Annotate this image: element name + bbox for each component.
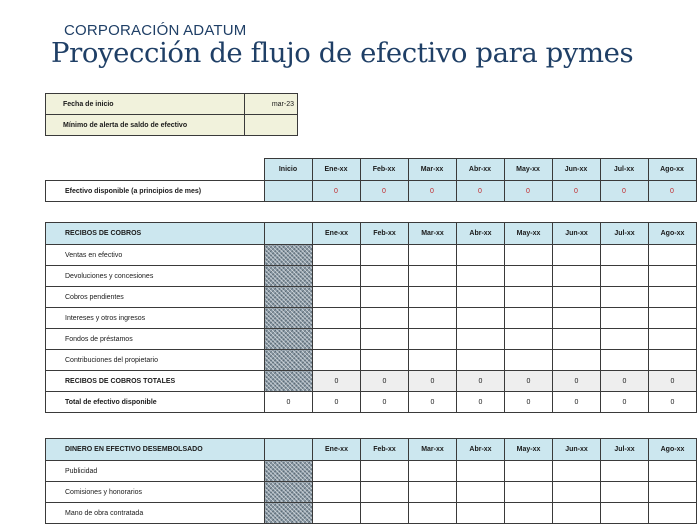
total-value: 0 bbox=[409, 371, 457, 392]
available-value[interactable]: 0 bbox=[360, 181, 408, 202]
cell[interactable] bbox=[649, 308, 697, 329]
cell[interactable] bbox=[361, 245, 409, 266]
available-total-row bbox=[46, 392, 697, 413]
col-header: Ago-xx bbox=[649, 223, 697, 245]
col-header-init bbox=[265, 223, 313, 245]
cell[interactable] bbox=[457, 287, 505, 308]
table-row bbox=[46, 266, 697, 287]
hatched-cell bbox=[265, 482, 313, 503]
receipts-header-row bbox=[46, 223, 697, 245]
cell[interactable] bbox=[649, 482, 697, 503]
receipt-label: Intereses y otros ingresos bbox=[46, 308, 265, 329]
available-total-label: Total de efectivo disponible bbox=[46, 392, 265, 413]
start-date-label: Fecha de inicio bbox=[46, 94, 245, 115]
disbursed-label: Publicidad bbox=[46, 461, 265, 482]
cell[interactable] bbox=[409, 482, 457, 503]
col-header: Ene-xx bbox=[312, 159, 360, 181]
col-header: Abr-xx bbox=[457, 439, 505, 461]
cell[interactable] bbox=[553, 482, 601, 503]
cell[interactable] bbox=[313, 266, 361, 287]
cell[interactable] bbox=[505, 266, 553, 287]
hatched-cell bbox=[265, 266, 313, 287]
col-header: Ene-xx bbox=[313, 223, 361, 245]
disbursed-header-row bbox=[46, 439, 697, 461]
cell[interactable] bbox=[313, 329, 361, 350]
page-title: Proyección de flujo de efectivo para pymes bbox=[51, 37, 634, 69]
hatched-cell bbox=[265, 308, 313, 329]
available-total-value: 0 bbox=[601, 392, 649, 413]
cell[interactable] bbox=[505, 482, 553, 503]
table-row bbox=[46, 482, 697, 503]
cell[interactable] bbox=[649, 329, 697, 350]
cell[interactable] bbox=[457, 329, 505, 350]
available-value[interactable]: 0 bbox=[552, 181, 600, 202]
cell[interactable] bbox=[361, 308, 409, 329]
cell[interactable] bbox=[409, 461, 457, 482]
available-value[interactable]: 0 bbox=[312, 181, 360, 202]
cell[interactable] bbox=[457, 245, 505, 266]
receipt-label: Cobros pendientes bbox=[46, 287, 265, 308]
cell[interactable] bbox=[601, 287, 649, 308]
receipt-label: Devoluciones y concesiones bbox=[46, 266, 265, 287]
available-header-row bbox=[46, 159, 697, 181]
receipts-title: RECIBOS DE COBROS bbox=[46, 223, 265, 245]
available-total-value: 0 bbox=[313, 392, 361, 413]
hatched-cell bbox=[265, 245, 313, 266]
cell[interactable] bbox=[601, 482, 649, 503]
alert-label: Mínimo de alerta de saldo de efectivo bbox=[46, 115, 245, 136]
cell[interactable] bbox=[361, 503, 409, 524]
cell[interactable] bbox=[409, 350, 457, 371]
cell[interactable] bbox=[505, 245, 553, 266]
cell[interactable] bbox=[457, 482, 505, 503]
cell[interactable] bbox=[457, 308, 505, 329]
table-row bbox=[46, 245, 697, 266]
cell[interactable] bbox=[601, 266, 649, 287]
total-value: 0 bbox=[601, 371, 649, 392]
hatched-cell bbox=[265, 287, 313, 308]
cell[interactable] bbox=[361, 350, 409, 371]
col-header: Inicio bbox=[264, 159, 312, 181]
cell[interactable] bbox=[313, 461, 361, 482]
total-value: 0 bbox=[313, 371, 361, 392]
cell[interactable] bbox=[313, 287, 361, 308]
available-total-value: 0 bbox=[361, 392, 409, 413]
available-label: Efectivo disponible (a principios de mes) bbox=[46, 181, 265, 202]
available-init-cell[interactable] bbox=[264, 181, 312, 202]
cell[interactable] bbox=[457, 350, 505, 371]
cell[interactable] bbox=[553, 461, 601, 482]
cell[interactable] bbox=[553, 266, 601, 287]
total-value: 0 bbox=[505, 371, 553, 392]
receipts-total-row bbox=[46, 371, 697, 392]
col-header: Abr-xx bbox=[456, 159, 504, 181]
col-header: Feb-xx bbox=[361, 223, 409, 245]
available-header-blank bbox=[46, 159, 265, 181]
cell[interactable] bbox=[361, 482, 409, 503]
table-row bbox=[46, 308, 697, 329]
col-header: May-xx bbox=[505, 223, 553, 245]
receipts-total-label: RECIBOS DE COBROS TOTALES bbox=[46, 371, 265, 392]
cell[interactable] bbox=[505, 461, 553, 482]
cell[interactable] bbox=[505, 329, 553, 350]
col-header: Jun-xx bbox=[553, 439, 601, 461]
cell[interactable] bbox=[601, 329, 649, 350]
hatched-cell bbox=[265, 461, 313, 482]
cell[interactable] bbox=[601, 350, 649, 371]
hatched-cell bbox=[265, 371, 313, 392]
cell[interactable] bbox=[313, 503, 361, 524]
col-header: Ago-xx bbox=[648, 159, 696, 181]
available-total-value: 0 bbox=[505, 392, 553, 413]
cell[interactable] bbox=[313, 308, 361, 329]
receipt-label: Contribuciones del propietario bbox=[46, 350, 265, 371]
table-row bbox=[46, 329, 697, 350]
col-header: May-xx bbox=[505, 439, 553, 461]
disbursed-label: Mano de obra contratada bbox=[46, 503, 265, 524]
cell[interactable] bbox=[457, 461, 505, 482]
receipt-label: Ventas en efectivo bbox=[46, 245, 265, 266]
available-total-value: 0 bbox=[457, 392, 505, 413]
col-header-init bbox=[265, 439, 313, 461]
col-header: Jun-xx bbox=[552, 159, 600, 181]
available-total-value: 0 bbox=[649, 392, 697, 413]
disbursed-table bbox=[45, 438, 697, 524]
start-date-value[interactable]: mar-23 bbox=[245, 94, 298, 115]
col-header: Jul-xx bbox=[601, 439, 649, 461]
available-table bbox=[45, 158, 697, 202]
receipts-table bbox=[45, 222, 697, 413]
cell[interactable] bbox=[601, 461, 649, 482]
table-row bbox=[46, 350, 697, 371]
col-header: Jul-xx bbox=[601, 223, 649, 245]
col-header: Mar-xx bbox=[409, 439, 457, 461]
hatched-cell bbox=[265, 503, 313, 524]
table-row bbox=[46, 461, 697, 482]
cell[interactable] bbox=[553, 245, 601, 266]
cell[interactable] bbox=[649, 266, 697, 287]
cell[interactable] bbox=[601, 503, 649, 524]
cell[interactable] bbox=[361, 266, 409, 287]
cell[interactable] bbox=[313, 350, 361, 371]
cell[interactable] bbox=[553, 329, 601, 350]
col-header: Mar-xx bbox=[409, 223, 457, 245]
cell[interactable] bbox=[505, 350, 553, 371]
col-header: Mar-xx bbox=[408, 159, 456, 181]
table-row bbox=[46, 503, 697, 524]
alert-value[interactable] bbox=[245, 115, 298, 136]
col-header: Ago-xx bbox=[649, 439, 697, 461]
hatched-cell bbox=[265, 329, 313, 350]
col-header: Feb-xx bbox=[361, 439, 409, 461]
total-value: 0 bbox=[649, 371, 697, 392]
cell[interactable] bbox=[649, 350, 697, 371]
cell[interactable] bbox=[505, 287, 553, 308]
cell[interactable] bbox=[409, 266, 457, 287]
hatched-cell bbox=[265, 350, 313, 371]
cell[interactable] bbox=[409, 329, 457, 350]
col-header: Abr-xx bbox=[457, 223, 505, 245]
cell[interactable] bbox=[553, 308, 601, 329]
cell[interactable] bbox=[649, 245, 697, 266]
receipt-label: Fondos de préstamos bbox=[46, 329, 265, 350]
available-value[interactable]: 0 bbox=[600, 181, 648, 202]
total-value: 0 bbox=[553, 371, 601, 392]
table-row bbox=[46, 287, 697, 308]
cell[interactable] bbox=[553, 350, 601, 371]
cell[interactable] bbox=[409, 245, 457, 266]
start-date-row bbox=[46, 94, 298, 115]
cell[interactable] bbox=[553, 287, 601, 308]
alert-row bbox=[46, 115, 298, 136]
available-total-init: 0 bbox=[265, 392, 313, 413]
available-value[interactable]: 0 bbox=[456, 181, 504, 202]
cell[interactable] bbox=[649, 287, 697, 308]
cell[interactable] bbox=[313, 245, 361, 266]
cell[interactable] bbox=[601, 245, 649, 266]
available-total-value: 0 bbox=[553, 392, 601, 413]
cell[interactable] bbox=[457, 266, 505, 287]
cell[interactable] bbox=[361, 461, 409, 482]
col-header: Jun-xx bbox=[553, 223, 601, 245]
col-header: Jul-xx bbox=[600, 159, 648, 181]
total-value: 0 bbox=[361, 371, 409, 392]
available-value[interactable]: 0 bbox=[648, 181, 696, 202]
available-row bbox=[46, 181, 697, 202]
cell[interactable] bbox=[313, 482, 361, 503]
cell[interactable] bbox=[409, 308, 457, 329]
cell[interactable] bbox=[553, 503, 601, 524]
cell[interactable] bbox=[649, 503, 697, 524]
cell[interactable] bbox=[457, 503, 505, 524]
cell[interactable] bbox=[409, 287, 457, 308]
cell[interactable] bbox=[409, 503, 457, 524]
info-table bbox=[45, 93, 298, 136]
cell[interactable] bbox=[601, 308, 649, 329]
available-value[interactable]: 0 bbox=[408, 181, 456, 202]
cell[interactable] bbox=[361, 329, 409, 350]
company-name: CORPORACIÓN ADATUM bbox=[64, 22, 247, 39]
col-header: Feb-xx bbox=[360, 159, 408, 181]
cell[interactable] bbox=[505, 503, 553, 524]
available-value[interactable]: 0 bbox=[504, 181, 552, 202]
cell[interactable] bbox=[505, 308, 553, 329]
cell[interactable] bbox=[649, 461, 697, 482]
disbursed-title: DINERO EN EFECTIVO DESEMBOLSADO bbox=[46, 439, 265, 461]
col-header: May-xx bbox=[504, 159, 552, 181]
col-header: Ene-xx bbox=[313, 439, 361, 461]
available-total-value: 0 bbox=[409, 392, 457, 413]
disbursed-label: Comisiones y honorarios bbox=[46, 482, 265, 503]
cell[interactable] bbox=[361, 287, 409, 308]
total-value: 0 bbox=[457, 371, 505, 392]
